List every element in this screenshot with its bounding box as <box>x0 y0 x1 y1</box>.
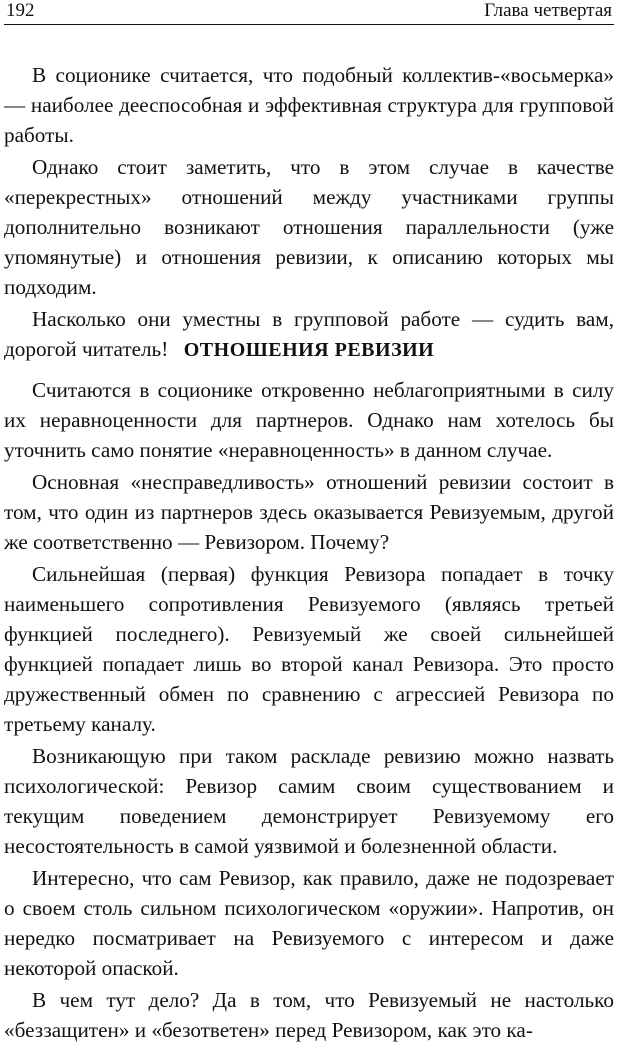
paragraph: Возникающую при таком раскладе ревизию можно назвать психологической: Ревизор самим своим существованием и текущим поведением демонстрирует Ревизуемому его несостоятельность в самой уязвимой и болезненной области. <box>4 744 614 858</box>
paragraph: Насколько они уместны в групповой работе — судить вам, дорогой читатель! <box>4 307 614 361</box>
header-rule <box>4 24 614 25</box>
section-intro <box>4 60 614 366</box>
running-header <box>6 0 612 24</box>
paragraph: В чем тут дело? Да в том, что Ревизуемый не настолько «беззащитен» и «безответен» перед Ревизором, как это ка- <box>4 988 614 1042</box>
section-revision <box>4 375 614 1047</box>
paragraph: Сильнейшая (первая) функция Ревизора попадает в точку наименьшего сопротивления Ревизуемого (являясь третьей функцией последнего). Ревизуемый же своей сильнейшей функцией попадает лишь во второй канал Ревизора. Это просто дружественный обмен по сравнению с агрессией Ревизора по третьему каналу. <box>4 562 614 736</box>
page-number: 192 <box>6 0 35 21</box>
section-heading: ОТНОШЕНИЯ РЕВИЗИИ <box>183 339 435 361</box>
paragraph: Считаются в соционике откровенно неблагоприятными в силу их неравноценности для партнеров. Однако нам хотелось бы уточнить само понятие «неравноценность» в данном случае. <box>4 378 614 462</box>
paragraph: Основная «несправедливость» отношений ревизии состоит в том, что один из партнеров здесь оказывается Ревизуемым, другой же соответственно — Ревизором. Почему? <box>4 470 614 554</box>
chapter-title: Глава четвертая <box>484 0 612 21</box>
paragraph: Интересно, что сам Ревизор, как правило, даже не подозревает о своем столь сильном психологическом «оружии». Напротив, он нередко посматривает на Ревизуемого с интересом и даже некоторой опаской. <box>4 866 614 980</box>
paragraph: В соционике считается, что подобный коллектив-«восьмерка» — наиболее дееспособная и эффективная структура для групповой работы. <box>4 63 614 147</box>
paragraph: Однако стоит заметить, что в этом случае в качестве «перекрестных» отношений между участниками группы дополнительно возникают отношения параллельности (уже упомянутые) и отношения ревизии, к описанию которых мы подходим. <box>4 155 614 299</box>
